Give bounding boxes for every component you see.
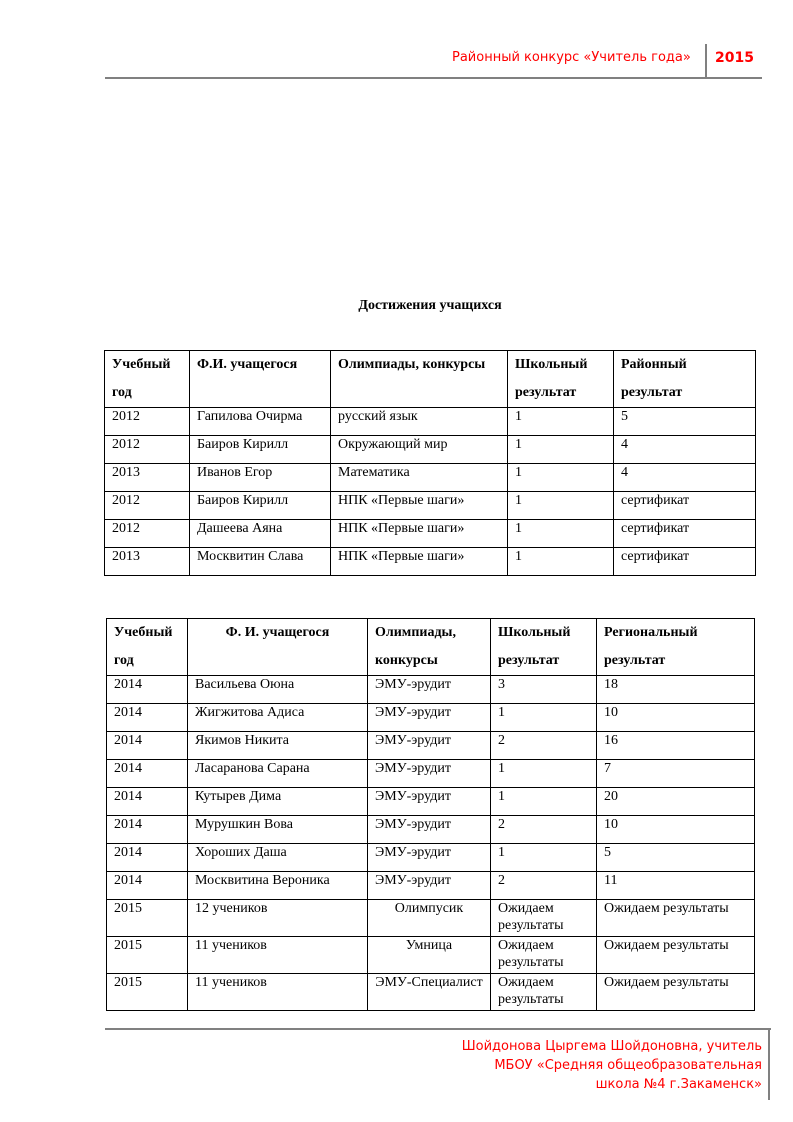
table-cell: 2012 [105,520,190,548]
table-cell: сертификат [614,492,756,520]
table-cell: 4 [614,464,756,492]
header-divider [705,44,707,78]
table-cell: Хороших Даша [188,844,368,872]
header-cell: Школьный результат [491,619,597,676]
table-cell: сертификат [614,548,756,576]
table-row [107,816,755,844]
table-cell: Ожидаем результаты [597,937,755,974]
table-cell: Москвитина Вероника [188,872,368,900]
table-cell: Ожидаем результаты [491,974,597,1011]
table-cell: 11 учеников [188,974,368,1011]
table-cell: Математика [331,464,508,492]
table-row [105,408,756,436]
table-cell: Ожидаем результаты [491,937,597,974]
header-cell: Школьный результат [508,351,614,408]
table-cell: 2013 [105,464,190,492]
table-cell: Мурушкин Вова [188,816,368,844]
table-cell: 2014 [107,788,188,816]
table-cell: Ожидаем результаты [597,900,755,937]
table-cell: Кутырев Дима [188,788,368,816]
table-cell: Гапилова Очирма [190,408,331,436]
table-cell: 10 [597,704,755,732]
table-cell: 2014 [107,676,188,704]
table-cell: 5 [614,408,756,436]
table-cell: Окружающий мир [331,436,508,464]
table-cell: НПК «Первые шаги» [331,548,508,576]
regional-results-table [106,618,755,1011]
table-cell: Иванов Егор [190,464,331,492]
table-cell: Олимпусик [368,900,491,937]
table-cell: Баиров Кирилл [190,436,331,464]
footer-line: Шойдонова Цыргема Шойдоновна, учитель [461,1039,762,1054]
table-cell: 1 [508,464,614,492]
header-cell: Ф. И. учащегося [188,619,368,676]
table-row [105,548,756,576]
table-cell: 7 [597,760,755,788]
header-cell: Олимпиады, конкурсы [368,619,491,676]
table-cell: 2014 [107,816,188,844]
table-cell: 2014 [107,872,188,900]
table-cell: НПК «Первые шаги» [331,492,508,520]
table-cell: 5 [597,844,755,872]
header-cell: Ф.И. учащегося [190,351,331,408]
table-cell: 2014 [107,844,188,872]
header-cell: Учебный год [105,351,190,408]
table-cell: 1 [508,520,614,548]
table-cell: 16 [597,732,755,760]
table-cell: Ожидаем результаты [491,900,597,937]
table-row [107,704,755,732]
header-contest-title: Районный конкурс «Учитель года» [452,50,691,65]
table-cell: 1 [508,548,614,576]
table-header-row [107,619,755,676]
table-row [107,732,755,760]
table-row [107,760,755,788]
header-cell: Региональный результат [597,619,755,676]
table-cell: 2015 [107,937,188,974]
footer-rule [105,1028,771,1030]
page-title: Достижения учащихся [358,298,502,313]
table-cell: 1 [508,408,614,436]
table-cell: 2 [491,732,597,760]
table-cell: НПК «Первые шаги» [331,520,508,548]
footer-author [462,1037,762,1094]
table-cell: Жигжитова Адиса [188,704,368,732]
header-cell: Районный результат [614,351,756,408]
table-row [105,492,756,520]
table-cell: ЭМУ-эрудит [368,760,491,788]
header-rule [105,77,762,79]
table-row [107,937,755,974]
table-cell: Ожидаем результаты [597,974,755,1011]
table-cell: 2 [491,816,597,844]
table-cell: 2013 [105,548,190,576]
footer-divider [768,1030,770,1100]
table-row [107,900,755,937]
table-cell: Баиров Кирилл [190,492,331,520]
table-cell: Москвитин Слава [190,548,331,576]
table-cell: 2014 [107,704,188,732]
table-cell: русский язык [331,408,508,436]
footer-line: школа №4 г.Закаменск» [595,1077,762,1092]
header-year: 2015 [715,50,754,66]
table-cell: 2012 [105,492,190,520]
table-cell: 4 [614,436,756,464]
header-cell: Олимпиады, конкурсы [331,351,508,408]
table-row [105,464,756,492]
table-cell: 20 [597,788,755,816]
table-cell: ЭМУ-Специалист [368,974,491,1011]
table-row [105,520,756,548]
table-cell: 2012 [105,436,190,464]
table-cell: 1 [491,788,597,816]
table-cell: Якимов Никита [188,732,368,760]
table-cell: сертификат [614,520,756,548]
table-cell: Дашеева Аяна [190,520,331,548]
table-row [105,436,756,464]
table-row [107,872,755,900]
table-cell: 2 [491,872,597,900]
table-cell: 2014 [107,760,188,788]
table-cell: 3 [491,676,597,704]
table-cell: 2015 [107,900,188,937]
table-cell: 1 [491,844,597,872]
table-cell: ЭМУ-эрудит [368,788,491,816]
table-cell: 11 учеников [188,937,368,974]
table-cell: Ласаранова Сарана [188,760,368,788]
table-row [107,844,755,872]
table-cell: ЭМУ-эрудит [368,704,491,732]
table-row [107,788,755,816]
table-cell: ЭМУ-эрудит [368,872,491,900]
table-header-row [105,351,756,408]
table-cell: 10 [597,816,755,844]
table-cell: ЭМУ-эрудит [368,816,491,844]
table-cell: ЭМУ-эрудит [368,732,491,760]
footer-line: МБОУ «Средняя общеобразовательная [494,1058,762,1073]
district-results-table [104,350,756,576]
table-cell: 18 [597,676,755,704]
table-cell: 1 [508,436,614,464]
table-cell: 11 [597,872,755,900]
table-cell: 12 учеников [188,900,368,937]
table-cell: 1 [491,760,597,788]
table-cell: 2012 [105,408,190,436]
table-cell: 2014 [107,732,188,760]
table-cell: 2015 [107,974,188,1011]
table-cell: ЭМУ-эрудит [368,676,491,704]
table-cell: 1 [508,492,614,520]
table-cell: ЭМУ-эрудит [368,844,491,872]
header-cell: Учебный год [107,619,188,676]
table-row [107,676,755,704]
table-row [107,974,755,1011]
table-cell: Васильева Оюна [188,676,368,704]
table-cell: 1 [491,704,597,732]
table-cell: Умница [368,937,491,974]
